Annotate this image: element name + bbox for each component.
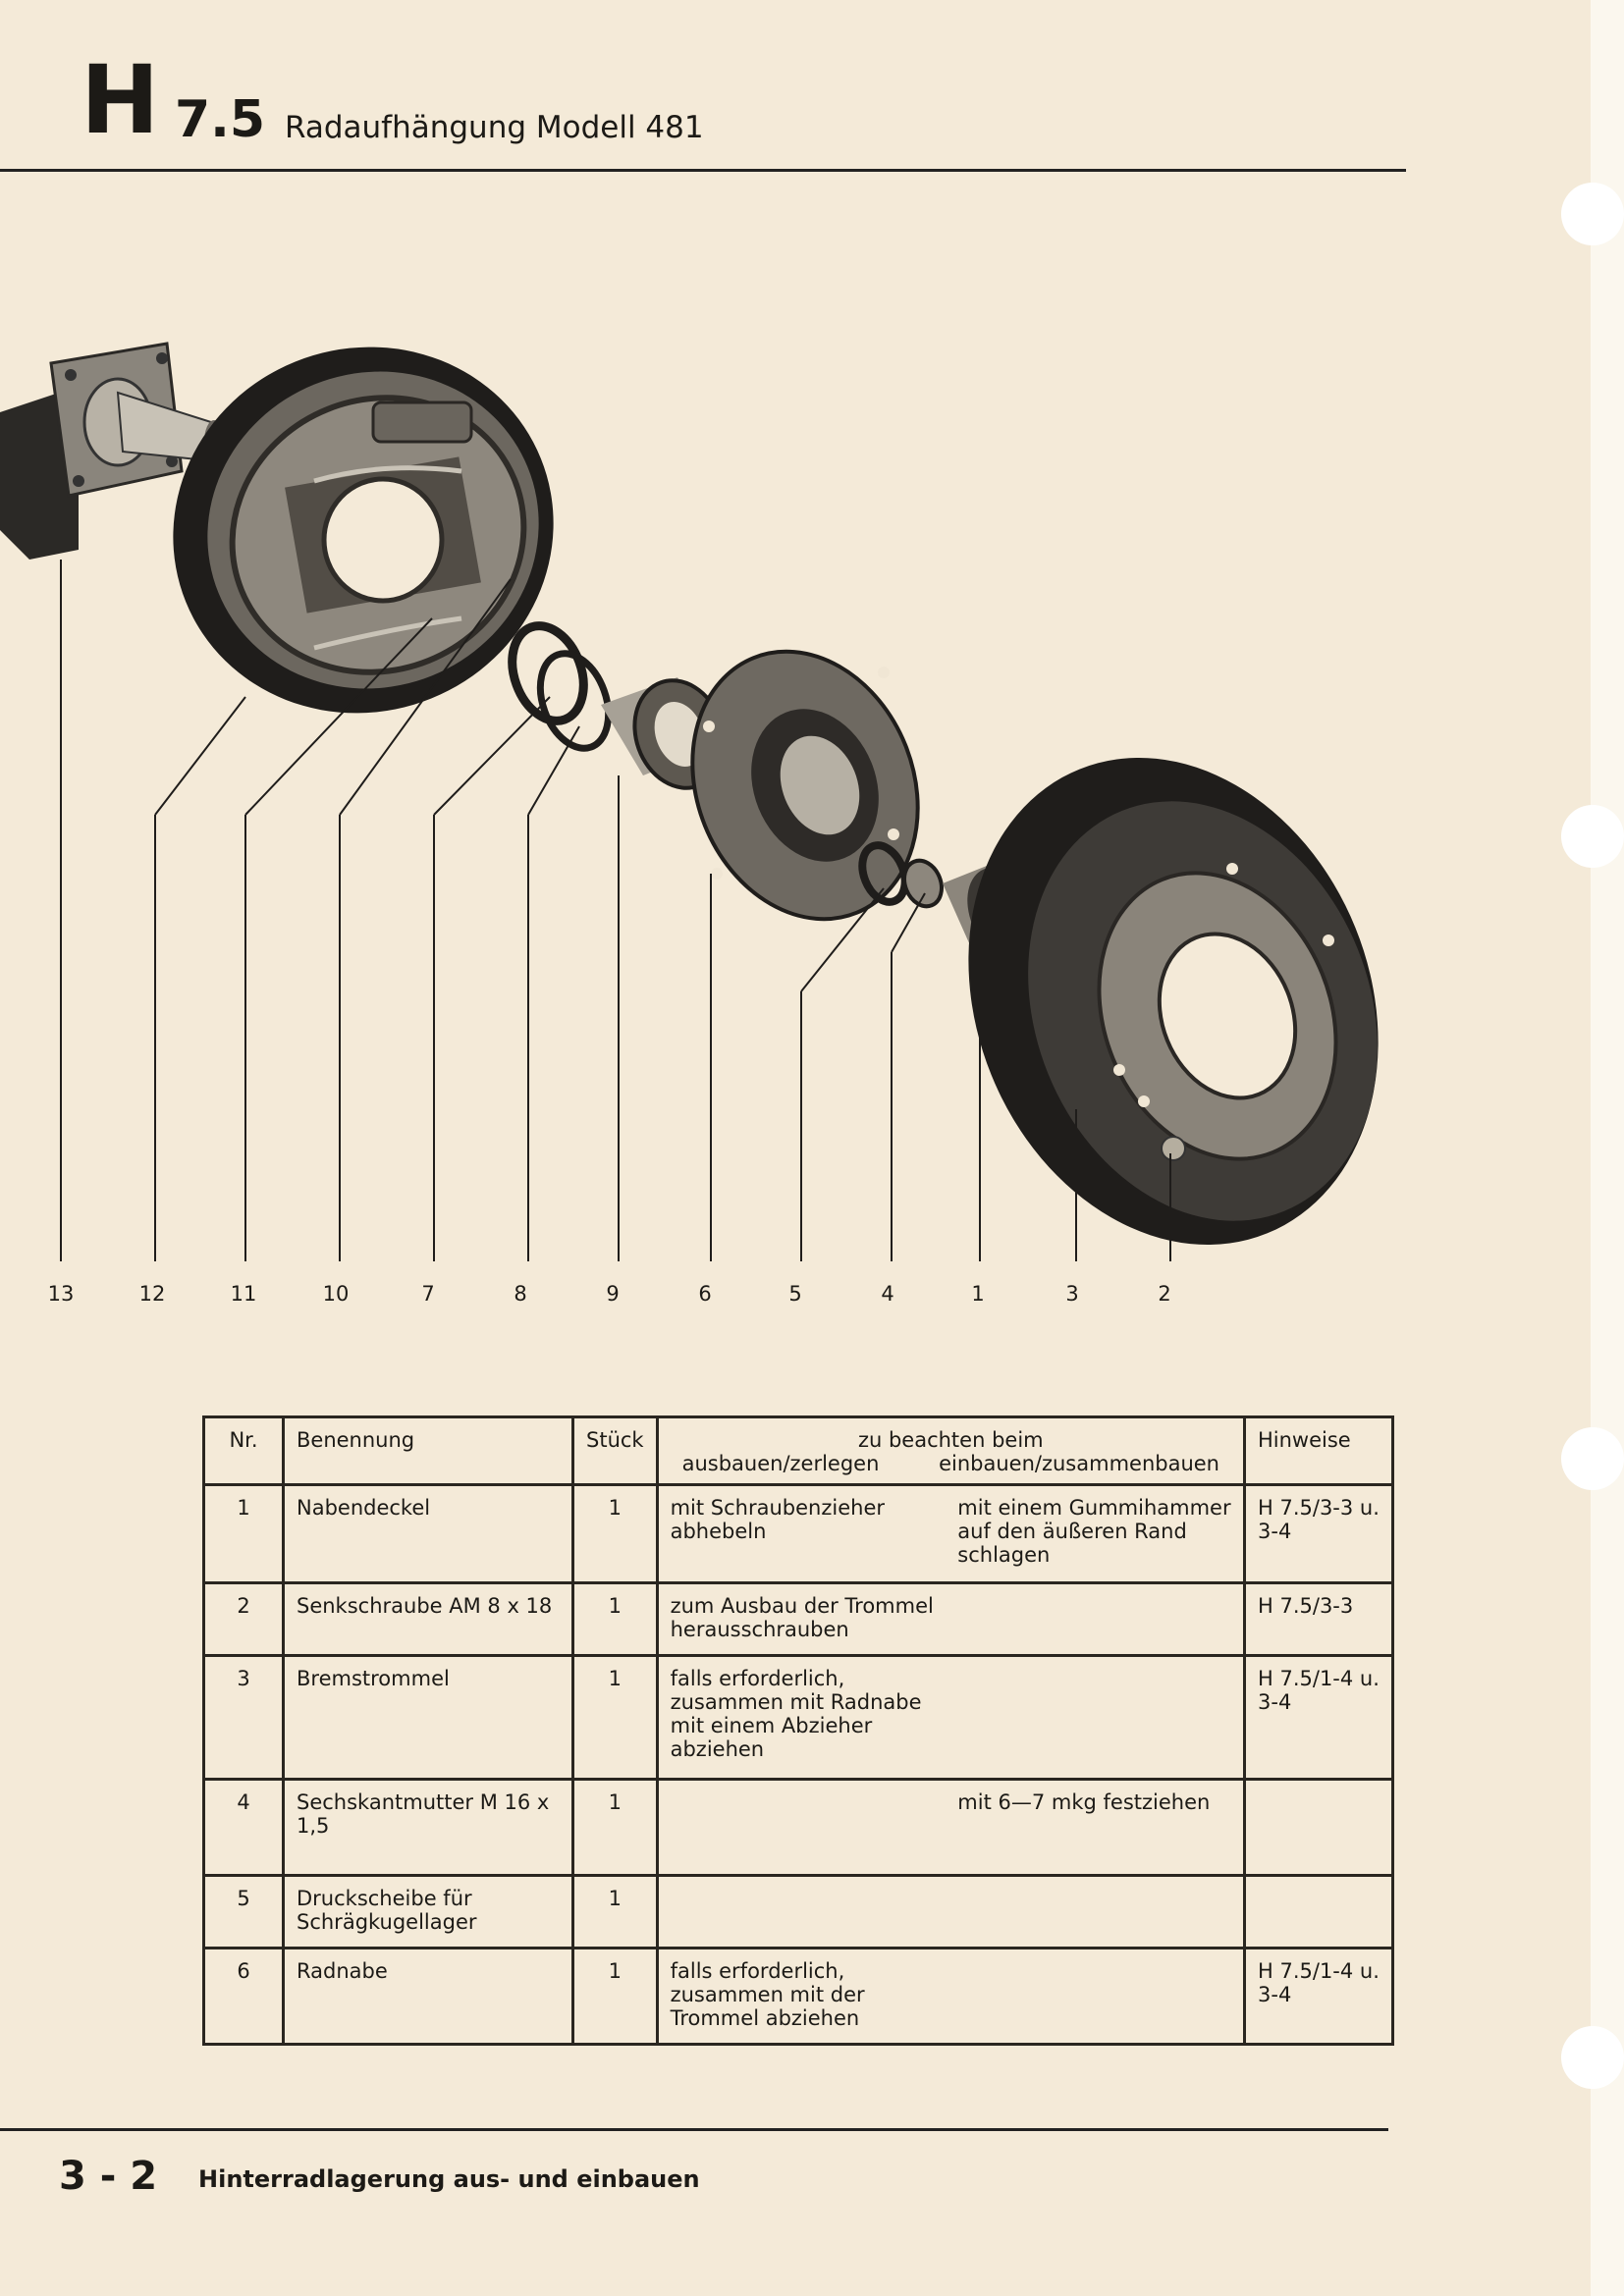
callout-label: 2: [1158, 1282, 1171, 1306]
cell-notes: [657, 1656, 1244, 1780]
cell-name: Nabendeckel: [284, 1485, 573, 1583]
cell-name: Radnabe: [284, 1949, 573, 2045]
cell-qty: 1: [573, 1583, 658, 1656]
header-hint: Hinweise: [1245, 1417, 1393, 1485]
cell-notes: [657, 1485, 1244, 1583]
wheel-hub: [654, 617, 957, 953]
callout-label: 11: [230, 1282, 257, 1306]
cell-name: Bremstrommel: [284, 1656, 573, 1780]
header-note-title: zu beachten beim: [857, 1428, 1044, 1452]
table-row: [204, 1583, 1393, 1656]
callout-label: 9: [606, 1282, 620, 1306]
header-name: Benennung: [284, 1417, 573, 1485]
header-qty: Stück: [573, 1417, 658, 1485]
header-notes: [657, 1417, 1244, 1485]
cell-notes: [657, 1876, 1244, 1949]
exploded-hub-diagram: [0, 324, 1414, 1325]
cell-hint: [1245, 1876, 1393, 1949]
cell-notes: [657, 1780, 1244, 1876]
cell-hint: H 7.5/1-4 u. 3-4: [1245, 1656, 1393, 1780]
cell-notes: [657, 1949, 1244, 2045]
cell-name: Senkschraube AM 8 x 18: [284, 1583, 573, 1656]
table-header-row: [204, 1417, 1393, 1485]
footer-title: Hinterradlagerung aus- und einbauen: [198, 2165, 700, 2193]
cell-nr: 1: [204, 1485, 284, 1583]
cell-install: [957, 1594, 1231, 1641]
callout-label: 6: [698, 1282, 712, 1306]
table-row: [204, 1656, 1393, 1780]
cell-qty: 1: [573, 1485, 658, 1583]
brake-drum: [897, 696, 1414, 1308]
callout-label: 10: [322, 1282, 350, 1306]
cell-nr: 4: [204, 1780, 284, 1876]
cell-install: mit 6—7 mkg festziehen: [957, 1790, 1211, 1814]
cell-remove: falls erforderlich, zusammen mit Radnabe mit einem Abzieher abziehen: [670, 1667, 922, 1761]
cell-install: [957, 1959, 1231, 2030]
cell-remove: mit Schraubenzieher abhebeln: [670, 1496, 885, 1543]
cell-hint: H 7.5/3-3 u. 3-4: [1245, 1485, 1393, 1583]
punch-hole: [1561, 183, 1624, 245]
cell-hint: H 7.5/3-3: [1245, 1583, 1393, 1656]
cell-name: Sechskantmutter M 16 x 1,5: [284, 1780, 573, 1876]
cell-hint: H 7.5/1-4 u. 3-4: [1245, 1949, 1393, 2045]
cell-nr: 5: [204, 1876, 284, 1949]
cell-remove: zum Ausbau der Trommel herausschrauben: [670, 1594, 934, 1641]
brake-backing-plate: [118, 324, 609, 771]
header-nr: Nr.: [204, 1417, 284, 1485]
callout-label: 13: [47, 1282, 75, 1306]
cell-qty: 1: [573, 1949, 658, 2045]
page-edge: [1591, 0, 1624, 2296]
cell-nr: 3: [204, 1656, 284, 1780]
cell-qty: 1: [573, 1876, 658, 1949]
cell-hint: [1245, 1780, 1393, 1876]
section-number: 7.5: [175, 90, 266, 149]
table-row: [204, 1485, 1393, 1583]
cell-nr: 2: [204, 1583, 284, 1656]
chapter-letter: H: [81, 45, 160, 155]
page-title: Radaufhängung Modell 481: [285, 110, 704, 145]
callout-label: 4: [881, 1282, 894, 1306]
header-install: einbauen/zusammenbauen: [939, 1452, 1219, 1475]
cell-qty: 1: [573, 1656, 658, 1780]
table-row: [204, 1949, 1393, 2045]
callout-label: 3: [1065, 1282, 1079, 1306]
cell-notes: [657, 1583, 1244, 1656]
table-row: [204, 1876, 1393, 1949]
header-remove: ausbauen/zerlegen: [681, 1452, 880, 1475]
cell-remove: [671, 1790, 945, 1814]
parts-table: [202, 1415, 1394, 2046]
punch-hole: [1561, 2026, 1624, 2089]
cell-name: Druckscheibe für Schrägkugellager: [284, 1876, 573, 1949]
callout-label: 5: [788, 1282, 802, 1306]
header-rule: [0, 169, 1406, 172]
cell-install: mit einem Gummihammer auf den äußeren Rand schlagen: [957, 1496, 1231, 1567]
callout-label: 12: [138, 1282, 166, 1306]
page-number: 3 - 2: [59, 2154, 158, 2199]
cell-nr: 6: [204, 1949, 284, 2045]
callout-label: 7: [421, 1282, 435, 1306]
footer-rule: [0, 2128, 1388, 2131]
callout-label: 1: [971, 1282, 985, 1306]
seal-rings: [500, 615, 621, 758]
table-row: [204, 1780, 1393, 1876]
punch-hole: [1561, 1427, 1624, 1490]
cell-install: [957, 1667, 1231, 1761]
cell-remove: falls erforderlich, zusammen mit der Trommel abziehen: [670, 1959, 865, 2030]
cell-qty: 1: [573, 1780, 658, 1876]
punch-hole: [1561, 805, 1624, 868]
callout-label: 8: [514, 1282, 527, 1306]
